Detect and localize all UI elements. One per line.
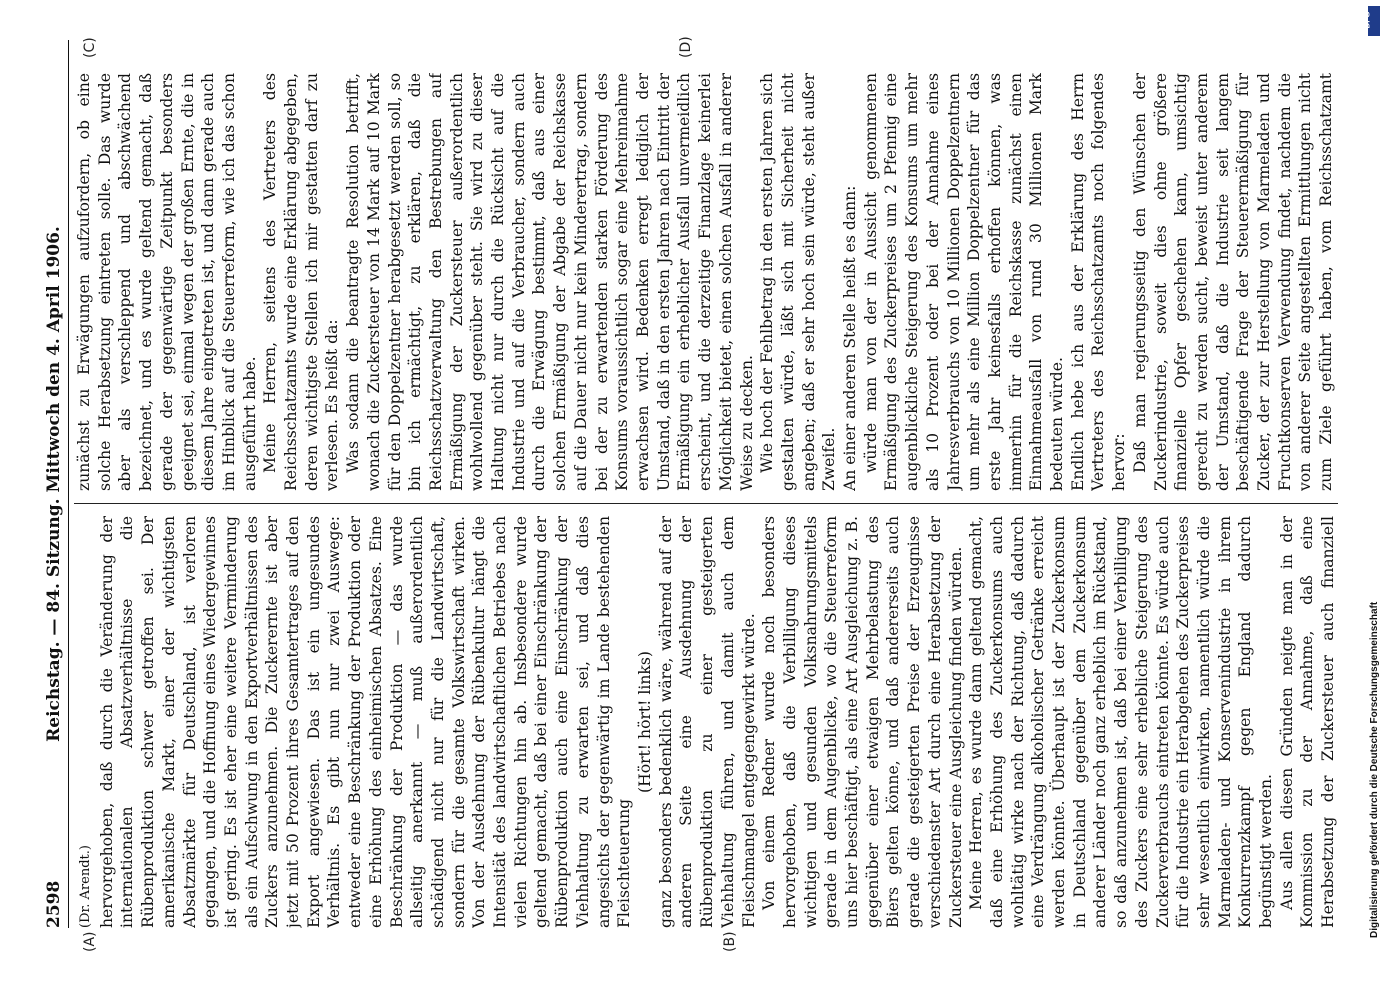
quoted-paragraph: Was sodann die beantragte Resolution betrifft, wonach die Zuckersteuer von 14 Mark auf 10 Mark für den Doppelzentner herabgesetzt werden soll, so bin ich ermächtigt, zu erklären, daß die Reichsschatzverwaltung den Bestrebungen auf Ermäßigung der Zuckersteuer außerordentlich wohlwollend gegenüber steht. Sie wird zu dieser Haltung nicht nur durch die Rücksicht auf die Industrie und auf die Verbraucher, sondern auch durch die Erwägung bestimmt, daß aus einer solchen Ermäßigung der Abgabe der Reichskasse auf die Dauer nicht nur kein Minderertrag, sondern bei der zu erwartenden starken Förderung des Konsums voraussichtlich sogar eine Mehreinnahme erwachsen wird. Bedenken erregt lediglich der Umstand, daß in den ersten Jahren nach Eintritt der Ermäßigung ein erheblicher Ausfall unvermeidlich erscheint, und die derzeitige Finanzlage keinerlei Möglichkeit bietet, einen solchen Ausfall in anderer Weise zu decken. bbox=[344, 73, 756, 491]
paragraph: zunächst zu Erwägungen aufzufordern, ob eine solche Herabsetzung eintreten solle. Das wurde aber als verschleppend und abschwächend bezeichnet, und es wurde geltend gemacht, daß gerade der gegenwärtige Zeitpunkt besonders geeignet sei, einmal wegen der großen Ernte, die in diesem Jahre eingetreten ist, und dann gerade auch im Hinblick auf die Steuerreform, wie ich das schon ausgeführt habe. bbox=[75, 73, 259, 491]
running-title: Reichstag. — 84. Sitzung. Mittwoch den 4. April 1906. bbox=[44, 226, 64, 742]
paragraph: An einer anderen Stelle heißt es dann: bbox=[841, 185, 860, 491]
speaker-label: (Dr. Arendt.) bbox=[78, 845, 93, 928]
paragraph: hervorgehoben, daß durch die Veränderung der internationalen Absatzverhältnisse die Rübenproduktion schwer getroffen sei. Der amerikanische Markt, einer der wichtigsten Absatzmärkte für Deutschland, ist verloren gegangen, und die Hoffnung eines Wiedergewinnes ist gering. Es ist eher eine weitere Verminderung als ein Aufschwung in den Exportverhältnissen des Zuckers anzunehmen. Die Zuckerernte ist aber jetzt mit 50 Prozent ihres Gesamtertrages auf den Export angewiesen. Das ist ein ungesundes Verhältnis. Es gibt nun nur zwei Auswege: entweder eine Beschränkung der Produktion oder eine Erhöhung des einheimischen Absatzes. Eine Beschränkung der Produktion — das wurde allseitig anerkannt — muß außerordentlich schädigend nicht nur für die Landwirtschaft, sondern für die gesamte Volkswirtschaft wirken. Von der Ausdehnung der Rübenkultur hängt die Intensität des landwirtschaftlichen Betriebes nach vielen Richtungen hin ab. Insbesondere wurde geltend gemacht, daß bei einer Einschränkung der Rübenproduktion auch eine Einschränkung der Viehhaltung zu erwarten sei, und daß dies angesichts der gegenwärtig im Lande bestehenden Fleischteuerung bbox=[97, 516, 634, 928]
quoted-paragraph: Wie hoch der Fehlbetrag in den ersten Jahren sich gestalten würde, läßt sich mit Sicherheit nicht angeben; daß er sehr hoch sein würde, steht außer Zweifel. bbox=[758, 73, 839, 491]
rotated-document-page bbox=[2, 16, 1372, 988]
quoted-paragraph: Daß man regierungsseitig den Wünschen der Zuckerindustrie, soweit dies ohne größere finanzielle Opfer geschehen kann, umsichtig gerecht zu werden sucht, beweist unter anderem der Umstand, daß die Industrie seit langem beschäftigende Frage der Steuerermäßigung für Zucker, der zur Herstellung von Marmeladen und Fruchtkonserven Verwendung findet, nachdem die von anderer Seite angestellten Ermittlungen nicht zum Ziele geführt haben, vom Reichsschatzamt bbox=[1130, 73, 1336, 491]
paragraph: ganz besonders bedenklich wäre, während auf der anderen Seite eine Ausdehnung der Rübenproduktion zu einer gesteigerten Viehhaltung führen, und damit auch dem Fleischmangel entgegengewirkt würde. bbox=[656, 516, 758, 928]
margin-letter-a: (A) bbox=[82, 931, 98, 952]
paragraph: Meine Herren, es wurde dann geltend gemacht, daß eine Erhöhung des Zuckerkonsums auch wohltätig wirke nach der Richtung, daß dadurch eine Verdrängung alkoholischer Getränke erreicht werden könnte. Überhaupt ist der Zuckerkonsum in Deutschland gegenüber dem Zuckerkonsum anderer Länder noch ganz erheblich im Rückstand, so daß anzunehmen ist, daß bei einer Verbilligung des Zuckers eine sehr erhebliche Steigerung des Zuckerverbrauchs eintreten könnte. Es würde auch für die Industrie ein Herabgehen des Zuckerpreises sehr wesentlich einwirken, namentlich würde die Marmeladen- und Konservenindustrie in ihrem Konkurrenzkampf gegen England dadurch begünstigt werden. bbox=[967, 516, 1276, 928]
margin-letter-b: (B) bbox=[722, 931, 738, 952]
left-text-column bbox=[74, 516, 1338, 928]
digitization-note bbox=[1368, 18, 1382, 938]
digitization-note-text: Digitalisierung gefördert durch die Deutsche Forschungsgemeinschaft bbox=[1369, 601, 1380, 938]
right-text-column bbox=[74, 73, 1338, 491]
page-header bbox=[40, 40, 69, 928]
page-number: 2598 bbox=[44, 880, 64, 928]
column-divider bbox=[74, 503, 1338, 504]
paragraph: Aus allen diesen Gründen neigte man in der Kommission zu der Annahme, daß eine Herabsetzung der Zuckersteuer auch finanziell bbox=[1277, 516, 1338, 928]
dfg-logo-text: DFG bbox=[1362, 11, 1372, 29]
paragraph: Meine Herren, seitens des Vertreters des Reichsschatzamts wurde eine Erklärung abgegeben, deren wichtigste Stellen ich mir gestatten darf zu verlesen. Es heißt da: bbox=[261, 73, 342, 491]
interjection: (Hört! hört! links) bbox=[635, 651, 654, 793]
quoted-paragraph: würde man von der in Aussicht genommenen Ermäßigung des Zuckerpreises um 2 Pfennig eine augenblickliche Steigerung des Konsums um mehr als 10 Prozent oder bei der Annahme eines Jahresverbrauchs von 10 Millionen Doppelzentnern um mehr als eine Million Doppelzentner für das erste Jahr keinesfalls erhoffen können, was immerhin für die Reichskasse zunächst einen Einnahmeausfall von rund 30 Millionen Mark bedeuten würde. bbox=[861, 73, 1067, 491]
margin-letter-d: (D) bbox=[678, 36, 694, 58]
paragraph: Endlich hebe ich aus der Erklärung des Herrn Vertreters des Reichsschatzamts noch folgendes hervor: bbox=[1068, 73, 1129, 491]
paragraph: Von einem Redner wurde noch besonders hervorgehoben, daß die Verbilligung dieses wichtigen und gesunden Volksnahrungsmittels gerade in dem Augenblicke, wo die Steuerreform uns hier beschäftigt, als eine Art Ausgleichung z. B. gegenüber einer etwaigen Mehrbelastung des Biers gelten könne, und daß andererseits auch gerade die gesteigerten Preise der Erzeugnisse verschiedenster Art durch eine Herabsetzung der Zuckersteuer eine Ausgleichung finden würden. bbox=[760, 516, 965, 928]
margin-letter-c: (C) bbox=[82, 37, 98, 58]
